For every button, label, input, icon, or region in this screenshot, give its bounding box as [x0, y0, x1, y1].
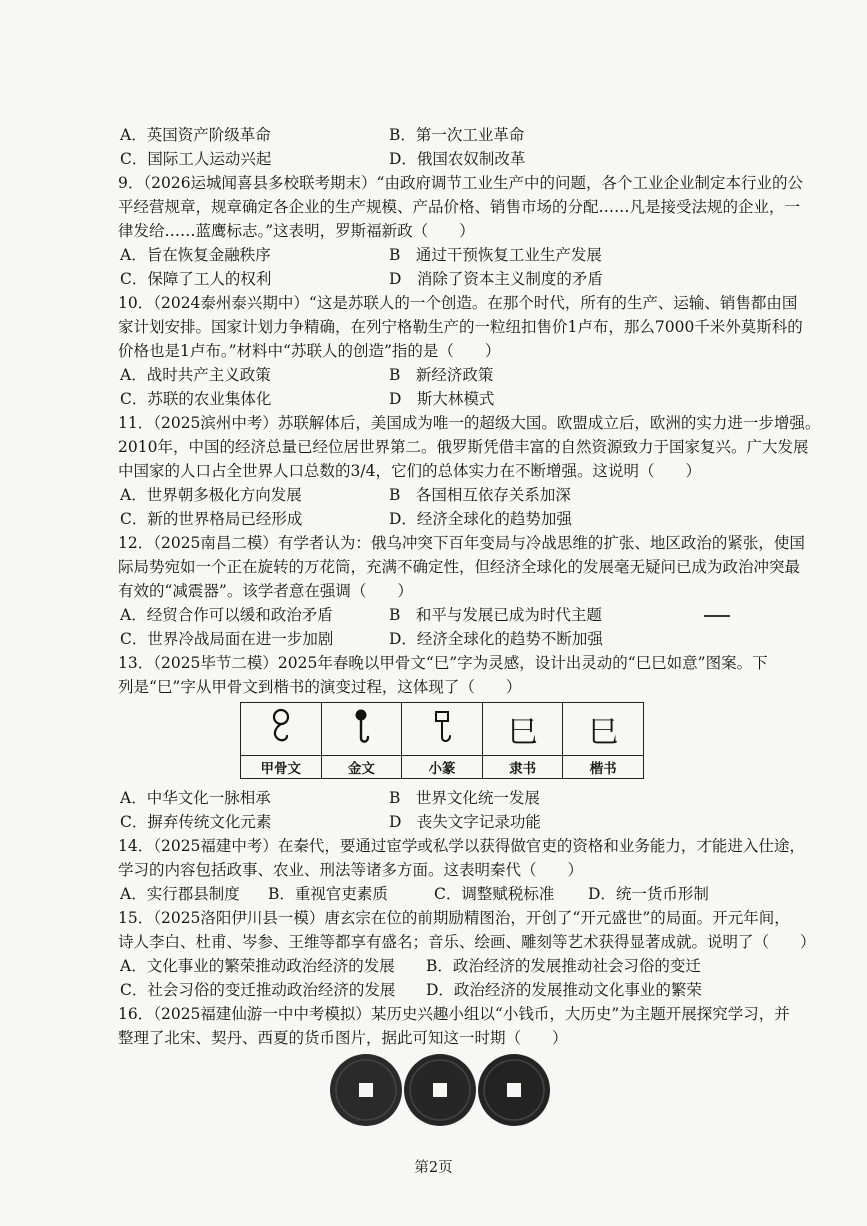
western-xia-coin-icon [478, 1054, 550, 1126]
q11-stem-line-1: 11．（2025滨州中考）苏联解体后，美国成为唯一的超级大国。欧盟成立后，欧洲的实力进一步增强。 [118, 414, 821, 432]
q9-stem-line-2: 平经营规章，规章确定各企业的生产规模、产品价格、销售市场的分配……凡是接受法规的企业，一 [118, 198, 801, 216]
coin-images [328, 1048, 552, 1132]
q10-stem-line-2: 家计划安排。国家计划力争精确，在列宁格勒生产的一粒纽扣售价1卢布，那么7000千米外莫斯科的 [118, 318, 803, 336]
q14-option-a: A．实行郡县制度 [120, 885, 240, 903]
oracle-bone-glyph [241, 703, 322, 756]
label-regular: 楷书 [563, 756, 644, 779]
q10-option-b: B 新经济政策 [389, 366, 494, 384]
q9-stem-line-1: 9．（2026运城闻喜县多校联考期末）“由政府调节工业生产中的问题，各个工业企业制定本行业的公 [118, 174, 803, 192]
small-seal-glyph [402, 703, 483, 756]
q11-stem-line-3: 中国家的人口占全世界人口总数的3/4，它们的总体实力在不断增强。这说明（ ） [118, 462, 701, 480]
q15-option-c: C．社会习俗的变迁推动政治经济的发展 [120, 981, 396, 999]
q14-stem-line-2: 学习的内容包括政事、农业、刑法等诸多方面。这表明秦代（ ） [118, 861, 584, 879]
q13-option-c: C．摒弃传统文化元素 [120, 813, 272, 831]
q15-option-a: A．文化事业的繁荣推动政治经济的发展 [120, 957, 395, 975]
q12-option-b: B 和平与发展已成为时代主题 [389, 606, 602, 624]
q13-option-d: D 丧失文字记录功能 [389, 813, 541, 831]
q15-stem-line-2: 诗人李白、杜甫、岑参、王维等都享有盛名；音乐、绘画、雕刻等艺术获得显著成就。说明了（ ） [118, 933, 816, 951]
q10-option-a: A．战时共产主义政策 [120, 366, 271, 384]
q13-stem-line-2: 列是“巳”字从甲骨文到楷书的演变过程，这体现了（ ） [118, 678, 522, 696]
q12-option-a: A．经贸合作可以缓和政治矛盾 [120, 606, 333, 624]
q11-option-d: D．经济全球化的趋势加强 [389, 510, 572, 528]
q12-stem-line-3: 有效的“减震器”。该学者意在强调（ ） [118, 582, 413, 600]
q16-stem-line-1: 16．（2025福建仙游一中中考模拟）某历史兴趣小组以“小钱币，大历史”为主题开展探究学习，并 [118, 1005, 790, 1023]
label-bronze: 金文 [321, 756, 402, 779]
stray-mark [704, 615, 730, 617]
q10-stem-line-1: 10．（2024泰州泰兴期中）“这是苏联人的一个创造。在那个时代，所有的生产、运输、销售都由国 [118, 294, 798, 312]
label-oracle-bone: 甲骨文 [241, 756, 322, 779]
q11-option-a: A．世界朝多极化方向发展 [120, 486, 302, 504]
q10-stem-line-3: 价格也是1卢布。”材料中“苏联人的创造”指的是（ ） [118, 342, 501, 360]
label-clerical: 隶书 [482, 756, 563, 779]
small-seal-si-icon [422, 706, 462, 748]
q14-option-b: B．重视官吏素质 [268, 885, 388, 903]
q8-option-b: B．第一次工业革命 [389, 126, 525, 144]
q12-stem-line-1: 12．（2025南昌二模）有学者认为：俄乌冲突下百年变局与冷战思维的扩张、地区政治的紧张，使国 [118, 534, 805, 552]
q9-option-d: D 消除了资本主义制度的矛盾 [389, 270, 603, 288]
page-number: 第2页 [414, 1160, 453, 1176]
q11-stem-line-2: 2010年，中国的经济总量已经位居世界第二。俄罗斯凭借丰富的自然资源致力于国家复兴。广大发展 [118, 438, 809, 456]
q15-stem-line-1: 15．（2025洛阳伊川县一模）唐玄宗在位的前期励精图治，开创了“开元盛世”的局面。开元年间， [118, 909, 790, 927]
q9-stem-line-3: 律发给……蓝鹰标志。”这表明，罗斯福新政（ ） [118, 222, 475, 240]
label-small-seal: 小篆 [402, 756, 483, 779]
q9-option-c: C．保障了工人的权利 [120, 270, 272, 288]
q13-option-b: B 世界文化统一发展 [389, 789, 540, 807]
northern-song-coin-icon [330, 1054, 402, 1126]
q11-option-b: B 各国相互依存关系加深 [389, 486, 571, 504]
q14-stem-line-1: 14．（2025福建中考）在秦代，要通过宦学或私学以获得做官吏的资格和业务能力，才能进入仕途， [118, 837, 805, 855]
q10-option-d: D 斯大林模式 [389, 390, 495, 408]
bronze-si-icon [341, 706, 381, 748]
q15-option-d: D．政治经济的发展推动文化事业的繁荣 [426, 981, 702, 999]
q12-option-c: C．世界冷战局面在进一步加剧 [120, 630, 334, 648]
q9-option-a: A．旨在恢复金融秩序 [120, 246, 271, 264]
bronze-script-glyph [321, 703, 402, 756]
q14-option-c: C．调整赋税标准 [434, 885, 555, 903]
q12-option-d: D．经济全球化的趋势不断加强 [389, 630, 603, 648]
khitan-coin-icon [404, 1054, 476, 1126]
q8-option-a: A．英国资产阶级革命 [120, 126, 271, 144]
q13-option-a: A．中华文化一脉相承 [120, 789, 271, 807]
script-evolution-table [240, 702, 644, 779]
q10-option-c: C．苏联的农业集体化 [120, 390, 272, 408]
q9-option-b: B 通过干预恢复工业生产发展 [389, 246, 602, 264]
q8-option-d: D．俄国农奴制改革 [389, 150, 526, 168]
regular-script-glyph: 巳 [563, 703, 644, 756]
q16-stem-line-2: 整理了北宋、契丹、西夏的货币图片，据此可知这一时期（ ） [118, 1029, 568, 1047]
oracle-bone-si-icon [261, 706, 301, 748]
q12-stem-line-2: 际局势宛如一个正在旋转的万花筒，充满不确定性，但经济全球化的发展毫无疑问已成为政治冲突最 [118, 558, 801, 576]
q11-option-c: C．新的世界格局已经形成 [120, 510, 303, 528]
q13-stem-line-1: 13．（2025毕节二模）2025年春晚以甲骨文“巳”字为灵感，设计出灵动的“巳巳如意”图案。下 [118, 654, 768, 672]
q8-option-c: C．国际工人运动兴起 [120, 150, 272, 168]
q14-option-d: D．统一货币形制 [588, 885, 709, 903]
q15-option-b: B．政治经济的发展推动社会习俗的变迁 [426, 957, 701, 975]
clerical-script-glyph: 巳 [482, 703, 563, 756]
